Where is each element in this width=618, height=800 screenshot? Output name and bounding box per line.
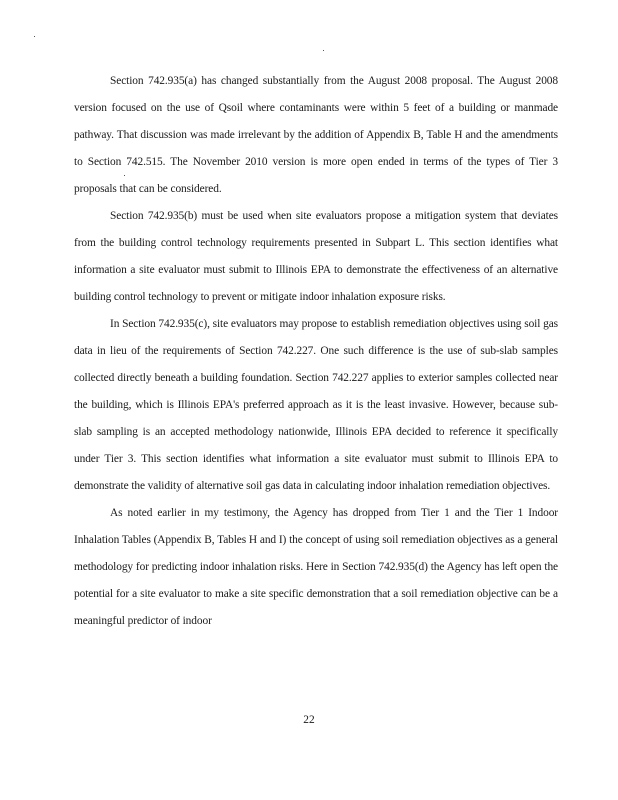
paragraph: Section 742.935(b) must be used when site evaluators propose a mitigation system that deviates from the building control technology requirements presented in Subpart L. This section identifies what information a site evaluator must submit to Illinois EPA to demonstrate the effectiveness of an alternative building control technology to prevent or mitigate indoor inhalation exposure risks. [74,210,558,303]
paragraph: Section 742.935(a) has changed substantially from the August 2008 proposal. The August 2008 version focused on the use of Qsoil where contaminants were within 5 feet of a building or manmade pathway. That discussion was made irrelevant by the addition of Appendix B, Table H and the amendments to Section 742.515. The November 2010 version is more open ended in terms of the types of Tier 3 proposals that can be considered. [74,75,558,195]
page-number: 22 [303,714,315,726]
paragraph: In Section 742.935(c), site evaluators may propose to establish remediation objectives using soil gas data in lieu of the requirements of Section 742.227. One such difference is the use of sub-slab samples collected directly beneath a building foundation. Section 742.227 applies to exterior samples collected near the building, which is Illinois EPA's preferred approach as it is the least invasive. However, because sub-slab sampling is an accepted methodology nationwide, Illinois EPA decided to reference it specifically under Tier 3. This section identifies what information a site evaluator must submit to Illinois EPA to demonstrate the validity of alternative soil gas data in calculating indoor inhalation remediation objectives. [74,318,558,492]
body-text [74,68,558,635]
scan-speck [34,36,35,37]
scan-speck [323,50,324,51]
paragraph: As noted earlier in my testimony, the Agency has dropped from Tier 1 and the Tier 1 Indoor Inhalation Tables (Appendix B, Tables H and I) the concept of using soil remediation objectives as a general methodology for predicting indoor inhalation risks. Here in Section 742.935(d) the Agency has left open the potential for a site evaluator to make a site specific demonstration that a soil remediation objective can be a meaningful predictor of indoor [74,507,558,627]
